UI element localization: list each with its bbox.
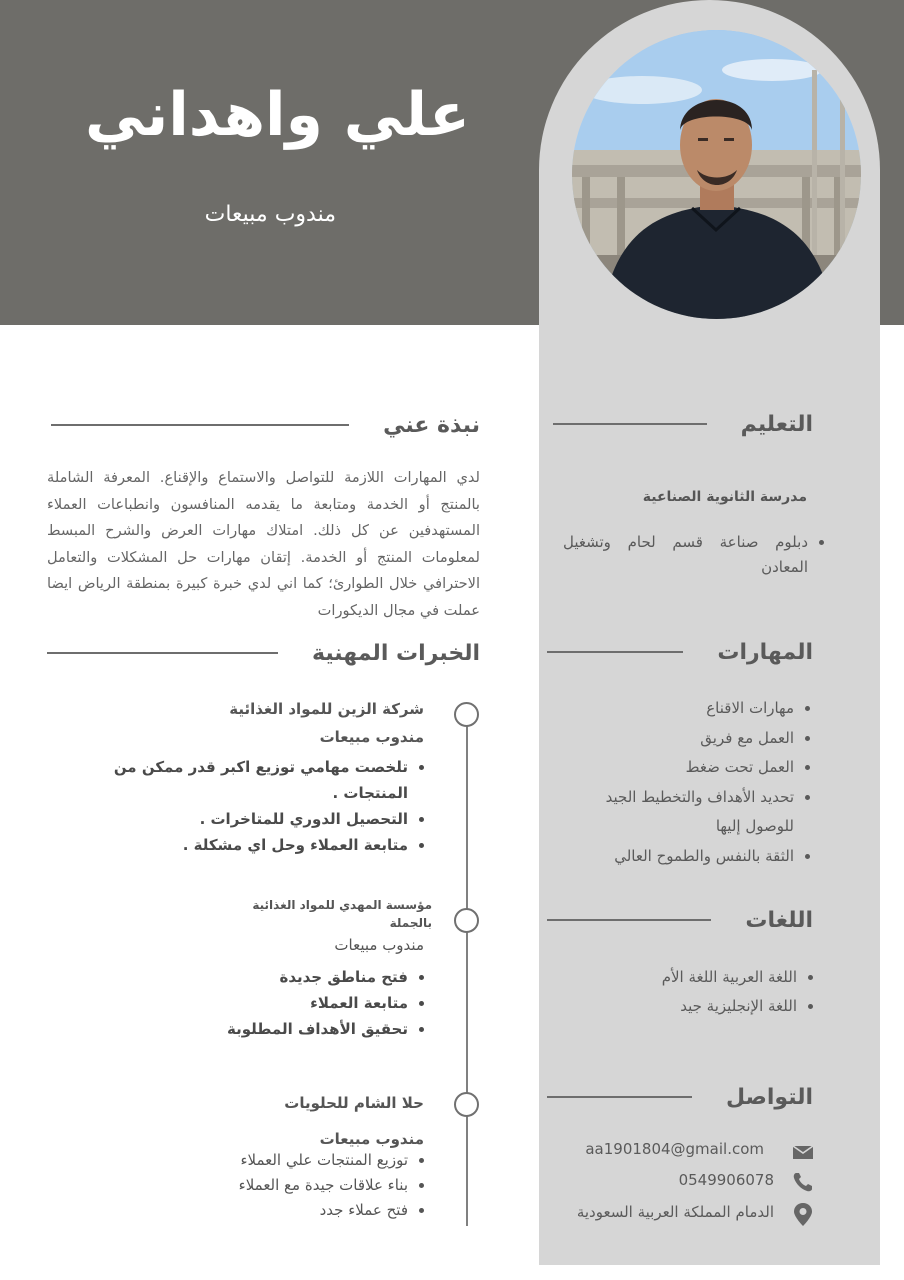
timeline-dot xyxy=(454,1092,479,1117)
about-text: لدي المهارات اللازمة للتواصل والاستماع والإقناع. المعرفة الشاملة بالمنتج أو الخدمة ومتابعة ما يقدمه المنافسون وانطباعات العملاء المستهدفين عن كل ذلك. امتلاك مهارات العرض والشرح المبسط لمعلومات المنتج أو الخدمة. إتقان مهارات حل المشكلات والتعامل الاحترافي خلال الطوارئ؛ كما اني لدي خبرة كبيرة بمنطقة الرياض ايضا عملت في مجال الديكورات xyxy=(47,469,480,619)
job-bullet: • متابعة العملاء وحل اي مشكلة . xyxy=(64,832,408,858)
skill-item: • تحديد الأهداف والتخطيط الجيد للوصول إليها xyxy=(574,783,794,842)
skill-item: • العمل تحت ضغط xyxy=(574,753,794,783)
contact-email[interactable]: aa1901804@gmail.com xyxy=(585,1140,764,1158)
job-company: شركة الزين للمواد الغذائية xyxy=(229,700,424,718)
about-divider xyxy=(51,424,349,426)
skills-section xyxy=(547,635,813,669)
email-icon xyxy=(790,1138,816,1164)
languages-section xyxy=(547,903,813,937)
contact-address: الدمام المملكة العربية السعودية xyxy=(576,1203,774,1221)
job-company-cont: بالجملة xyxy=(389,916,432,930)
job-bullet: • فتح مناطق جديدة xyxy=(72,964,408,990)
language-item: • اللغة الإنجليزية جيد xyxy=(557,992,797,1021)
education-section xyxy=(547,407,813,441)
phone-icon xyxy=(790,1169,816,1195)
job-company: حلا الشام للحلويات xyxy=(284,1094,424,1112)
language-item: • اللغة العربية اللغة الأم xyxy=(557,963,797,992)
contact-email-row xyxy=(560,1136,820,1166)
job-bullet: • التحصيل الدوري للمتاخرات . xyxy=(64,806,408,832)
skills-heading: المهارات xyxy=(717,639,813,665)
contact-address-row xyxy=(560,1199,820,1229)
job-bullet: • تحقيق الأهداف المطلوبة xyxy=(72,1016,408,1042)
candidate-title: مندوب مبيعات xyxy=(204,202,336,227)
profile-photo xyxy=(572,30,861,319)
contact-phone[interactable]: 0549906078 xyxy=(678,1171,774,1189)
candidate-name: علي واهداني xyxy=(85,80,470,150)
timeline-line xyxy=(466,714,468,1226)
education-school: مدرسة الثانوية الصناعية xyxy=(642,489,807,505)
job-entry xyxy=(64,1094,424,1223)
skill-item: • الثقة بالنفس والطموح العالي xyxy=(574,842,794,872)
job-bullets xyxy=(72,964,424,1042)
skill-item: • مهارات الاقناع xyxy=(574,694,794,724)
skills-divider xyxy=(547,651,683,653)
job-entry xyxy=(64,700,424,858)
about-section xyxy=(47,408,480,442)
job-bullet: • بناء علاقات جيدة مع العملاء xyxy=(64,1173,408,1198)
job-bullet: • فتح عملاء جدد xyxy=(64,1198,408,1223)
job-bullets xyxy=(64,1148,424,1223)
job-role: مندوب مبيعات xyxy=(319,728,424,746)
skills-list xyxy=(574,694,810,871)
contact-divider xyxy=(547,1096,692,1098)
profile-photo-illustration xyxy=(572,30,861,319)
timeline-dot xyxy=(454,702,479,727)
job-entry xyxy=(72,898,432,1042)
job-bullet: • توزيع المنتجات علي العملاء xyxy=(64,1148,408,1173)
education-list xyxy=(563,530,824,580)
timeline-dot xyxy=(454,908,479,933)
languages-divider xyxy=(547,919,711,921)
job-role: مندوب مبيعات xyxy=(334,936,424,954)
job-bullet: • تلخصت مهامي توزيع اكبر قدر ممكن من المنتجات . xyxy=(64,754,408,806)
about-heading: نبذة عني xyxy=(383,412,480,438)
job-bullets xyxy=(64,754,424,858)
job-bullet: • متابعة العملاء xyxy=(72,990,408,1016)
location-pin-icon xyxy=(790,1201,816,1227)
education-item: • دبلوم صناعة قسم لحام وتشغيل المعادن xyxy=(563,530,808,580)
job-company: مؤسسة المهدي للمواد الغذائية xyxy=(252,898,432,912)
job-role: مندوب مبيعات xyxy=(319,1130,424,1148)
contact-phone-row xyxy=(560,1167,820,1197)
experience-section xyxy=(47,636,480,670)
education-heading: التعليم xyxy=(740,411,813,437)
skill-item: • العمل مع فريق xyxy=(574,724,794,754)
contact-heading: التواصل xyxy=(725,1084,813,1110)
education-divider xyxy=(553,423,707,425)
experience-heading: الخبرات المهنية xyxy=(311,640,480,666)
languages-heading: اللغات xyxy=(745,907,813,933)
languages-list xyxy=(557,963,813,1021)
contact-section xyxy=(547,1080,813,1114)
experience-divider xyxy=(47,652,278,654)
